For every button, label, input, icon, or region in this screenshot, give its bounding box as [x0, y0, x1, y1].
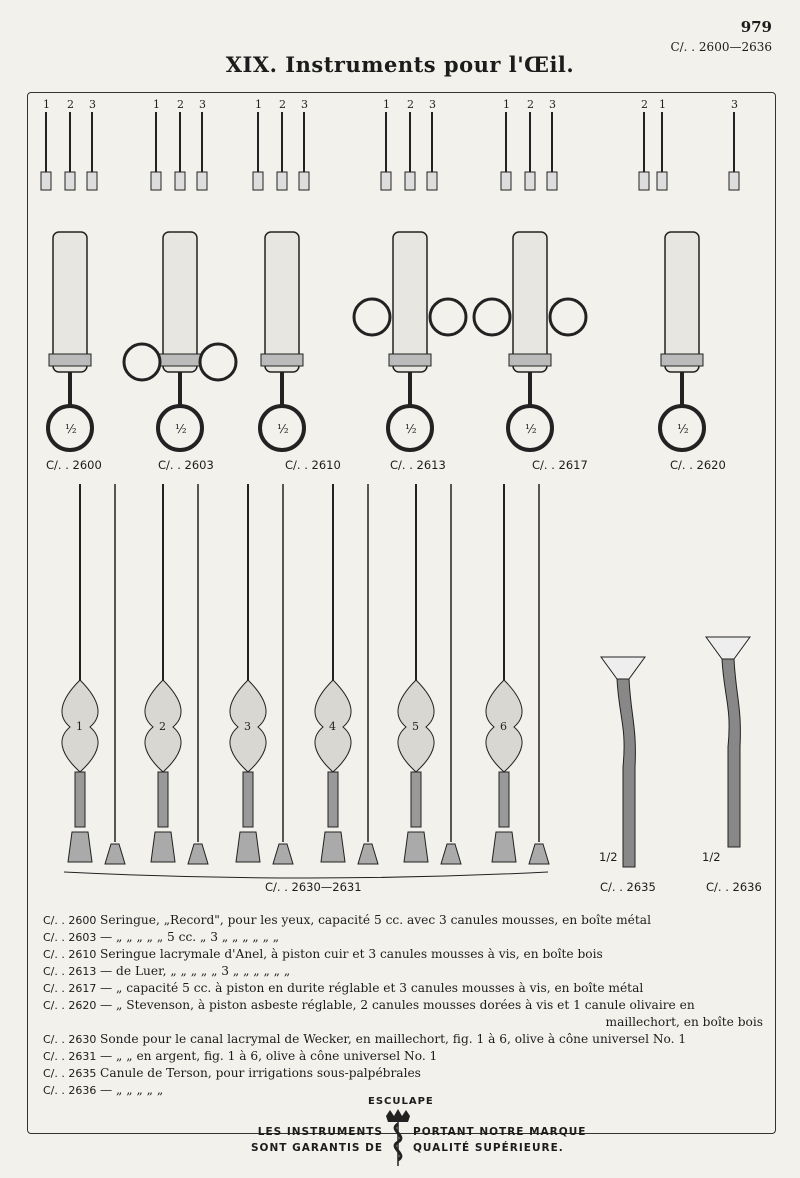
desc-code: C/. . 2635	[43, 1067, 97, 1080]
cannula-number: 2	[407, 98, 414, 111]
instrument-figure	[28, 92, 774, 892]
cannula-hub	[729, 172, 739, 190]
cannula-hub	[547, 172, 557, 190]
desc-row-continuation	[43, 1014, 773, 1031]
syringe-4	[474, 98, 586, 450]
cannula-hub	[657, 172, 667, 190]
desc-text: — „ capacité 5 cc. à piston en durite réglable et 3 canules mousses à vis, en boîte métal	[100, 981, 644, 995]
cannula-number: 3	[549, 98, 556, 111]
cannula-number: 1	[43, 98, 50, 111]
terson-cannula-0	[601, 657, 645, 867]
syringe-3	[354, 98, 466, 450]
cannula-number: 1	[659, 98, 666, 111]
syringe-finger-ring	[474, 299, 510, 335]
probe-number: 5	[412, 720, 419, 733]
desc-row	[43, 912, 773, 929]
cannula-hub	[639, 172, 649, 190]
desc-code: C/. . 2620	[43, 999, 97, 1012]
caption-2620: C/. . 2620	[670, 458, 726, 472]
cannula-number: 3	[199, 98, 206, 111]
desc-text: — „ „ en argent, fig. 1 à 6, olive à cône universel No. 1	[100, 1049, 438, 1063]
probe-companion-base	[441, 844, 461, 864]
desc-text: maillechort, en boîte bois	[605, 1015, 763, 1029]
probe-2	[145, 484, 208, 864]
cannula-number: 3	[89, 98, 96, 111]
probe-number: 2	[159, 720, 166, 733]
desc-text: Sonde pour le canal lacrymal de Wecker, en maillechort, fig. 1 à 6, olive à cône universel No. 1	[100, 1032, 687, 1046]
probe-handle	[499, 772, 509, 827]
syringe-barrel	[163, 232, 197, 372]
probe-6	[486, 484, 549, 864]
probe-number: 3	[244, 720, 251, 733]
desc-code: C/. . 2636	[43, 1084, 97, 1097]
probe-companion-base	[273, 844, 293, 864]
probe-base	[492, 832, 516, 862]
syringe-collar	[261, 354, 303, 366]
cannula-hub	[41, 172, 51, 190]
cannula-hub	[197, 172, 207, 190]
probe-bracket	[64, 872, 548, 878]
cannula-hub	[299, 172, 309, 190]
desc-text: Seringue, „Record", pour les yeux, capacité 5 cc. avec 3 canules mousses, en boîte métal	[100, 913, 651, 927]
desc-row	[43, 980, 773, 997]
cannula-hub	[151, 172, 161, 190]
desc-text: — „ Stevenson, à piston asbeste réglable, 2 canules mousses dorées à vis et 1 canule olivaire en	[100, 998, 695, 1012]
syringe-5	[639, 98, 739, 450]
probe-base	[404, 832, 428, 862]
desc-row	[43, 929, 773, 946]
syringe-1	[124, 98, 236, 450]
desc-row	[43, 1065, 773, 1082]
brand-name: ESCULAPE	[368, 1096, 434, 1107]
syringe-scale: ½	[677, 422, 689, 436]
probe-handle	[158, 772, 168, 827]
cannula-hub	[427, 172, 437, 190]
desc-row	[43, 963, 773, 980]
probe-number: 6	[500, 720, 507, 733]
cannula-fan	[706, 637, 750, 659]
caption-2636: C/. . 2636	[706, 880, 762, 894]
cannula-hub	[87, 172, 97, 190]
desc-row	[43, 1048, 773, 1065]
syringe-0	[41, 98, 97, 450]
probe-number: 1	[76, 720, 83, 733]
probe-companion-base	[105, 844, 125, 864]
syringe-scale: ½	[65, 422, 77, 436]
syringe-barrel	[265, 232, 299, 372]
guarantee-line2-right: QUALITÉ SUPÉRIEURE.	[413, 1142, 564, 1154]
syringe-scale: ½	[405, 422, 417, 436]
description-list	[43, 912, 773, 1099]
syringe-scale: ½	[175, 422, 187, 436]
probe-number: 4	[329, 720, 336, 733]
desc-code: C/. . 2631	[43, 1050, 97, 1063]
esculape-emblem-icon	[380, 1108, 416, 1168]
instrument-illustration	[28, 92, 774, 892]
probe-handle	[411, 772, 421, 827]
probe-handle	[328, 772, 338, 827]
cannula-hub	[381, 172, 391, 190]
cannula-number: 1	[153, 98, 160, 111]
caption-2610: C/. . 2610	[285, 458, 341, 472]
syringe-finger-ring	[354, 299, 390, 335]
probe-companion-base	[358, 844, 378, 864]
caption-2613: C/. . 2613	[390, 458, 446, 472]
cannula-number: 1	[383, 98, 390, 111]
probe-4	[315, 484, 378, 864]
caption-2635: C/. . 2635	[600, 880, 656, 894]
desc-text: — „ „ „ „ „	[100, 1083, 164, 1097]
scale-2636: 1/2	[702, 850, 721, 864]
desc-code: C/. . 2603	[43, 931, 97, 944]
probe-base	[151, 832, 175, 862]
cannula-hub	[501, 172, 511, 190]
cannula-hub	[277, 172, 287, 190]
probe-base	[236, 832, 260, 862]
reference-range: C/. . 2600—2636	[670, 40, 772, 54]
syringe-finger-ring	[430, 299, 466, 335]
desc-code: C/. . 2610	[43, 948, 97, 961]
probe-5	[398, 484, 461, 864]
cannula-body	[722, 659, 740, 847]
probe-companion-base	[529, 844, 549, 864]
brand-guarantee	[0, 1090, 800, 1170]
cannula-number: 2	[67, 98, 74, 111]
syringe-scale: ½	[525, 422, 537, 436]
syringe-collar	[159, 354, 201, 366]
syringe-barrel	[53, 232, 87, 372]
syringe-barrel	[665, 232, 699, 372]
probe-base	[68, 832, 92, 862]
cannula-number: 3	[429, 98, 436, 111]
cannula-fan	[601, 657, 645, 679]
probe-handle	[243, 772, 253, 827]
probe-1	[62, 484, 125, 864]
caption-2617: C/. . 2617	[532, 458, 588, 472]
caption-2630-2631: C/. . 2630—2631	[265, 880, 362, 894]
desc-code: C/. . 2600	[43, 914, 97, 927]
desc-text: Canule de Terson, pour irrigations sous-palpébrales	[100, 1066, 421, 1080]
syringe-finger-ring	[550, 299, 586, 335]
syringe-collar	[49, 354, 91, 366]
cannula-hub	[175, 172, 185, 190]
desc-row	[43, 997, 773, 1014]
syringe-collar	[509, 354, 551, 366]
probe-3	[230, 484, 293, 864]
syringe-barrel	[393, 232, 427, 372]
cannula-hub	[405, 172, 415, 190]
cannula-hub	[525, 172, 535, 190]
cannula-number: 1	[503, 98, 510, 111]
page-title: XIX. Instruments pour l'Œil.	[225, 52, 575, 77]
syringe-collar	[661, 354, 703, 366]
desc-text: — de Luer, „ „ „ „ „ 3 „ „ „ „ „ „	[100, 964, 291, 978]
syringe-barrel	[513, 232, 547, 372]
cannula-number: 2	[527, 98, 534, 111]
caption-2603: C/. . 2603	[158, 458, 214, 472]
cannula-body	[617, 679, 635, 867]
cannula-hub	[65, 172, 75, 190]
terson-cannula-1	[706, 637, 750, 847]
cannula-number: 2	[177, 98, 184, 111]
desc-row	[43, 946, 773, 963]
guarantee-line2-left: SONT GARANTIS DE	[250, 1142, 383, 1154]
probe-companion-base	[188, 844, 208, 864]
syringe-finger-ring	[200, 344, 236, 380]
cannula-hub	[253, 172, 263, 190]
scale-2635: 1/2	[599, 850, 618, 864]
cannula-number: 3	[731, 98, 738, 111]
caption-2600: C/. . 2600	[46, 458, 102, 472]
syringe-finger-ring	[124, 344, 160, 380]
cannula-number: 2	[641, 98, 648, 111]
guarantee-line1-left: LES INSTRUMENTS	[257, 1126, 383, 1138]
desc-code: C/. . 2613	[43, 965, 97, 978]
cannula-number: 2	[279, 98, 286, 111]
cannula-number: 1	[255, 98, 262, 111]
guarantee-line1-right: PORTANT NOTRE MARQUE	[413, 1126, 587, 1138]
page-number: 979	[740, 18, 772, 36]
syringe-scale: ½	[277, 422, 289, 436]
syringe-2	[253, 98, 309, 450]
desc-row	[43, 1031, 773, 1048]
desc-code: C/. . 2617	[43, 982, 97, 995]
desc-text: — „ „ „ „ „ 5 cc. „ 3 „ „ „ „ „ „	[100, 930, 280, 944]
desc-text: Seringue lacrymale d'Anel, à piston cuir et 3 canules mousses à vis, en boîte bois	[100, 947, 603, 961]
desc-code: C/. . 2630	[43, 1033, 97, 1046]
cannula-number: 3	[301, 98, 308, 111]
probe-handle	[75, 772, 85, 827]
probe-base	[321, 832, 345, 862]
syringe-collar	[389, 354, 431, 366]
